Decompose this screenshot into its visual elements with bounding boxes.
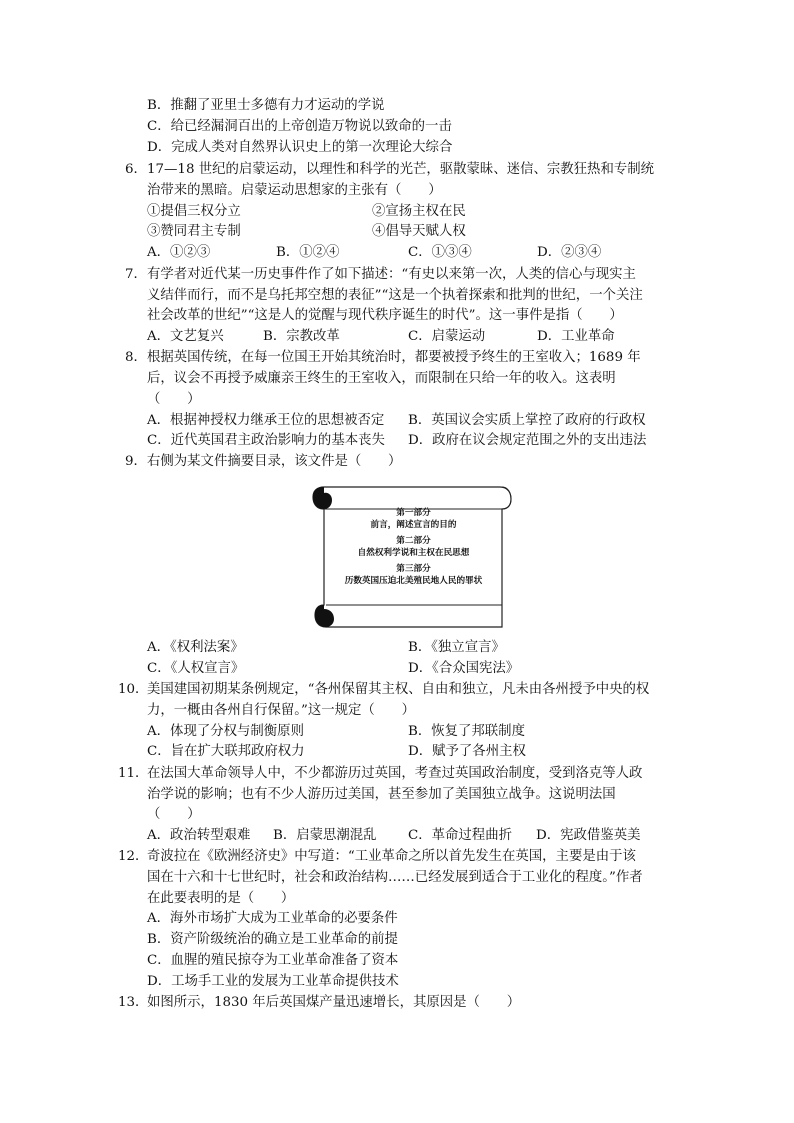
- q12-stem-line: 国在十六和十七世纪时，社会和政治结构……已经发展到适合于工业化的程度。”作者: [147, 870, 643, 885]
- q8-stem-line: 后，议会不再授予威廉亲王终生的王室收入，而限制在只给一年的收入。这表明: [147, 371, 616, 386]
- q6-option-b: B．①②④: [276, 245, 340, 260]
- q12-option-a: A．海外市场扩大成为工业革命的必要条件: [147, 911, 398, 926]
- q7-option-c: C．启蒙运动: [408, 329, 486, 344]
- q7-option-a: A．文艺复兴: [147, 329, 224, 344]
- q9-option-a: A．《权利法案》: [147, 640, 244, 655]
- q9-option-c: C．《人权宣言》: [147, 661, 245, 676]
- q6-option-d: D．②③④: [537, 245, 602, 260]
- q11-stem-line: （ ）: [147, 807, 201, 822]
- q8-option-a: A．根据神授权力继承王位的思想被否定: [147, 413, 385, 428]
- q11-option-b: B．启蒙思潮混乱: [273, 828, 377, 843]
- q7-stem-line: 有学者对近代某一历史事件作了如下描述：“有史以来第一次，人类的信心与现实主: [147, 267, 636, 282]
- q8-stem-line: （ ）: [147, 392, 201, 407]
- q9-stem-line: 右侧为某文件摘要目录，该文件是（ ）: [147, 454, 402, 469]
- q12-number: 12．: [118, 849, 149, 864]
- q12-option-d: D．工场手工业的发展为工业革命提供技术: [147, 974, 399, 989]
- scroll-part3-text: 历数英国压迫北美殖民地人民的罪状: [344, 576, 483, 586]
- q7-option-b: B．宗教改革: [263, 329, 340, 344]
- q8-stem-line: 根据英国传统，在每一位国王开始其统治时，都要被授予终生的王室收入；1689 年: [147, 350, 641, 365]
- document-scroll-figure: [312, 481, 515, 631]
- q11-stem-line: 在法国大革命领导人中，不少都游历过英国，考查过英国政治制度，受到洛克等人政: [147, 766, 643, 781]
- q11-option-a: A．政治转型艰难: [147, 828, 251, 843]
- q13-number: 13．: [118, 995, 149, 1010]
- q12-stem-line: 奇波拉在《欧洲经济史》中写道：“工业革命之所以首先发生在英国，主要是由于该: [147, 849, 636, 864]
- q13-stem-line: 如图所示，1830 年后英国煤产量迅速增长，其原因是（ ）: [147, 995, 521, 1010]
- q9-number: 9．: [125, 454, 147, 469]
- q9-option-b: B．《独立宣言》: [408, 640, 505, 655]
- q6-stem-line: 治带来的黑暗。启蒙运动思想家的主张有（ ）: [147, 183, 442, 198]
- q7-stem-line: 社会改革的世纪”“这是人的觉醒与现代秩序诞生的时代”。这一事件是指（ ）: [147, 308, 623, 323]
- scroll-part3-title: 第三部分: [396, 564, 431, 574]
- q6-item: ①提倡三权分立: [147, 204, 241, 219]
- q10-number: 10．: [118, 682, 149, 697]
- q6-option-a: A．①②③: [147, 245, 211, 260]
- q10-stem-line: 力，一概由各州自行保留。”这一规定（ ）: [147, 703, 415, 718]
- q6-item: ②宣扬主权在民: [372, 204, 466, 219]
- scroll-part1-text: 前言，阐述宣言的目的: [370, 520, 457, 530]
- q7-option-d: D．工业革命: [537, 329, 615, 344]
- q6-number: 6．: [125, 162, 147, 177]
- q9-option-d: D．《合众国宪法》: [408, 661, 520, 676]
- q7-stem-line: 义结伴而行，而不是乌托邦空想的表征”“这是一个执着探索和批判的世纪，一个关注: [147, 288, 643, 303]
- scroll-part2-text: 自然权利学说和主权在民思想: [357, 548, 470, 558]
- q5-option-b: B．推翻了亚里士多德有力才运动的学说: [147, 98, 385, 113]
- q11-option-c: C．革命过程曲折: [408, 828, 512, 843]
- q10-stem-line: 美国建国初期某条例规定，“各州保留其主权、自由和独立，凡未由各州授予中央的权: [147, 682, 650, 697]
- q6-item: ③赞同君主专制: [147, 224, 241, 239]
- q6-stem-line: 17—18 世纪的启蒙运动，以理性和科学的光芒，驱散蒙昧、迷信、宗教狂热和专制统: [147, 162, 655, 177]
- q10-option-c: C．旨在扩大联邦政府权力: [147, 744, 305, 759]
- q8-option-b: B．英国议会实质上掌控了政府的行政权: [408, 413, 646, 428]
- q12-option-b: B．资产阶级统治的确立是工业革命的前提: [147, 932, 398, 947]
- scroll-part2-title: 第二部分: [396, 536, 431, 546]
- q11-option-d: D．宪政借鉴英美: [536, 828, 641, 843]
- q7-number: 7．: [125, 267, 147, 282]
- q10-option-a: A．体现了分权与制衡原则: [147, 724, 304, 739]
- q11-number: 11．: [118, 766, 149, 781]
- q12-option-c: C．血腥的殖民掠夺为工业革命准备了资本: [147, 953, 399, 968]
- scroll-part1-title: 第一部分: [396, 508, 431, 518]
- q8-option-c: C．近代英国君主政治影响力的基本丧失: [147, 433, 385, 448]
- q10-option-b: B．恢复了邦联制度: [408, 724, 525, 739]
- q10-option-d: D．赋予了各州主权: [408, 744, 526, 759]
- q5-option-d: D．完成人类对自然界认识史上的第一次理论大综合: [147, 140, 453, 155]
- q6-item: ④倡导天赋人权: [372, 224, 466, 239]
- q8-option-d: D．政府在议会规定范围之外的支出违法: [408, 433, 647, 448]
- q8-number: 8．: [125, 350, 147, 365]
- q11-stem-line: 治学说的影响；也有不少人游历过美国，甚至参加了美国独立战争。这说明法国: [147, 787, 616, 802]
- q12-stem-line: 在此要表明的是（ ）: [147, 891, 295, 906]
- q6-option-c: C．①③④: [408, 245, 472, 260]
- q5-option-c: C．给已经漏洞百出的上帝创造万物说以致命的一击: [147, 119, 452, 134]
